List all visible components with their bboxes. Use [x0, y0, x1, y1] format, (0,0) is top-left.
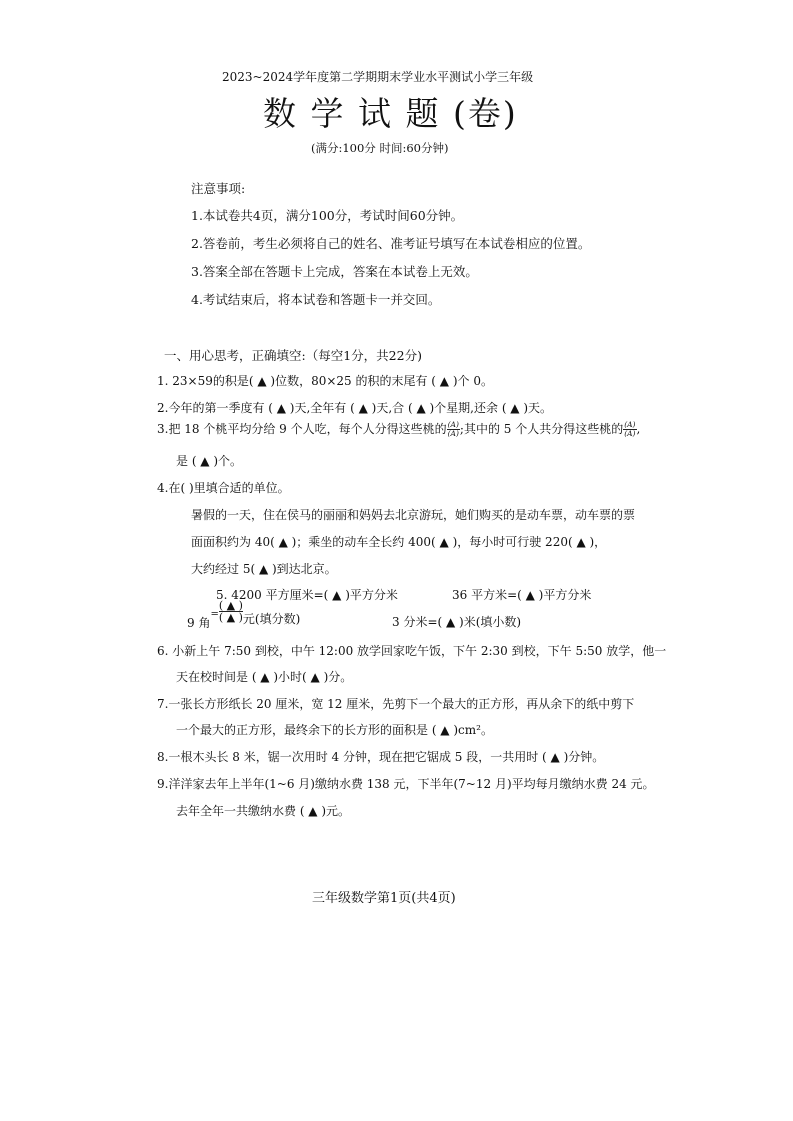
question-4-line-3: 大约经过 5( ▲ )到达北京。	[191, 562, 337, 576]
page-footer: 三年级数学第1页(共4页)	[312, 891, 456, 906]
fraction-placeholder: $\frac{( ▲ )}{( ▲ )}$	[218, 599, 243, 624]
question-4-line-2: 面面积约为 40( ▲ )；乘坐的动车全长约 400( ▲ )，每小时可行驶 220( ▲ )，	[191, 535, 607, 549]
question-5-c: 9 角= $\frac{( ▲ )}{( ▲ )}$元(填分数)	[187, 599, 301, 630]
question-8: 8.一根木头长 8 米，锯一次用时 4 分钟，现在把它锯成 5 段，一共用时 ( ▲ )分钟。	[157, 750, 605, 764]
fraction-placeholder: $\frac{(A)}{(A)}$	[447, 420, 459, 438]
notes-item: 3.答案全部在答题卡上完成，答案在本试卷上无效。	[191, 264, 478, 279]
question-4-line-1: 暑假的一天，住在侯马的丽丽和妈妈去北京游玩，她们购买的是动车票，动车票的票	[191, 508, 636, 522]
question-5-a: 5. 4200 平方厘米=( ▲ )平方分米	[216, 588, 398, 602]
question-6-line-2: 天在校时间是 ( ▲ )小时( ▲ )分。	[176, 670, 353, 684]
notes-item: 4.考试结束后，将本试卷和答题卡一并交回。	[191, 292, 441, 307]
question-5-b: 36 平方米=( ▲ )平方分米	[452, 588, 592, 602]
question-7-line-2: 一个最大的正方形，最终余下的长方形的面积是 ( ▲ )cm²。	[176, 723, 493, 737]
question-6-line-1: 6. 小新上午 7:50 到校，中午 12:00 放学回家吃午饭，下午 2:30 到校，下午 5:50 放学，他一	[157, 644, 667, 658]
question-3: 3.把 18 个桃平均分给 9 个人吃，每个人分得这些桃的 $\frac{(A)}{(A)}$ ;其中的 5 个人共分得这些桃的 $\frac{(A)}{(A)}$ ,	[157, 420, 641, 438]
notes-item: 1.本试卷共4页，满分100分，考试时间60分钟。	[191, 208, 464, 223]
question-1: 1. 23×59的积是( ▲ )位数，80×25 的积的末尾有 ( ▲ )个 0。	[157, 374, 493, 388]
notes-item: 2.答卷前，考生必须将自己的姓名、准考证号填写在本试卷相应的位置。	[191, 236, 591, 251]
notes-heading: 注意事项:	[191, 181, 246, 196]
question-5-d: 3 分米=( ▲ )米(填小数)	[392, 615, 522, 629]
fraction-placeholder: $\frac{(A)}{(A)}$	[624, 420, 636, 438]
question-7-line-1: 7.一张长方形纸长 20 厘米，宽 12 厘米，先剪下一个最大的正方形，再从余下的纸中剪下	[157, 697, 635, 711]
exam-subtitle: 2023~2024学年度第二学期期末学业水平测试小学三年级	[222, 70, 534, 84]
question-4-intro: 4.在( )里填合适的单位。	[157, 481, 290, 495]
section-heading: 一、用心思考，正确填空:（每空1分，共22分)	[164, 348, 422, 363]
exam-meta: (满分:100分 时间:60分钟)	[311, 141, 449, 155]
exam-title: 数 学 试 题 (卷)	[263, 94, 518, 133]
question-3-part-a: 3.把 18 个桃平均分给 9 个人吃，每个人分得这些桃的	[157, 422, 447, 436]
question-3-line-2: 是 ( ▲ )个。	[176, 454, 243, 468]
question-3-part-b: ;其中的 5 个人共分得这些桃的	[459, 422, 624, 436]
question-2: 2.今年的第一季度有 ( ▲ )天,全年有 ( ▲ )天,合 ( ▲ )个星期,还余 ( ▲ )天。	[157, 401, 553, 415]
question-9-line-2: 去年全年一共缴纳水费 ( ▲ )元。	[176, 804, 351, 818]
question-9-line-1: 9.洋洋家去年上半年(1~6 月)缴纳水费 138 元，下半年(7~12 月)平均每月缴纳水费 24 元。	[157, 777, 655, 791]
